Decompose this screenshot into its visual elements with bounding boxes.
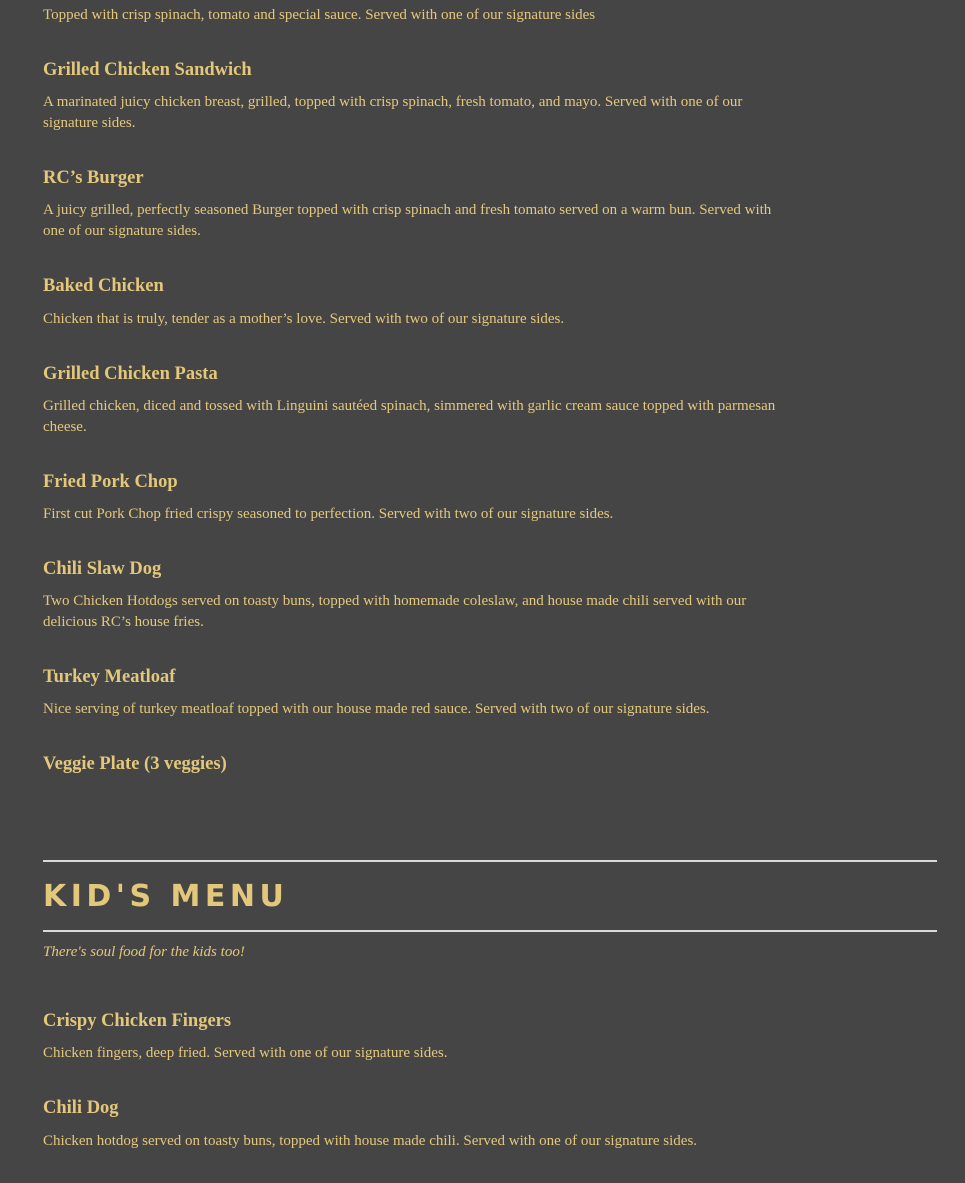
dish-title-grilled-chicken-sandwich: Grilled Chicken Sandwich xyxy=(43,60,252,80)
dish-description-grilled-chicken-sandwich: A marinated juicy chicken breast, grilled, topped with crisp spinach, fresh tomato, and mayo. Served with one of our signature sides. xyxy=(43,94,743,131)
dish-description-baked-chicken: Chicken that is truly, tender as a mother’s love. Served with two of our signature sides. xyxy=(43,311,565,327)
section-subtitle-kids-menu: There's soul food for the kids too! xyxy=(43,944,245,960)
dish-title-chili-dog: Chili Dog xyxy=(43,1098,119,1118)
dish-title-rcs-burger: RC’s Burger xyxy=(43,168,144,188)
dish-description-turkey-meatloaf: Nice serving of turkey meatloaf topped with our house made red sauce. Served with two of our signature sides. xyxy=(43,701,710,717)
dish-title-chili-slaw-dog: Chili Slaw Dog xyxy=(43,559,162,579)
dish-title-veggie-plate: Veggie Plate (3 veggies) xyxy=(43,754,227,774)
section-divider-bottom xyxy=(43,930,937,932)
dish-title-fried-pork-chop: Fried Pork Chop xyxy=(43,472,178,492)
section-title-kids-menu: KID'S MENU xyxy=(43,879,289,914)
intro-description: Topped with crisp spinach, tomato and special sauce. Served with one of our signature sides xyxy=(43,7,596,23)
dish-description-chili-slaw-dog: Two Chicken Hotdogs served on toasty buns, topped with homemade coleslaw, and house made chili served with our delicious RC’s house fries. xyxy=(43,593,747,630)
dish-description-crispy-chicken-fingers: Chicken fingers, deep fried. Served with one of our signature sides. xyxy=(43,1045,448,1061)
dish-title-grilled-chicken-pasta: Grilled Chicken Pasta xyxy=(43,364,218,384)
dish-description-fried-pork-chop: First cut Pork Chop fried crispy seasoned to perfection. Served with two of our signature sides. xyxy=(43,506,614,522)
dish-title-crispy-chicken-fingers: Crispy Chicken Fingers xyxy=(43,1011,232,1031)
dish-description-chili-dog: Chicken hotdog served on toasty buns, topped with house made chili. Served with one of our signature sides. xyxy=(43,1133,698,1149)
section-divider-top xyxy=(43,860,937,862)
dish-title-turkey-meatloaf: Turkey Meatloaf xyxy=(43,667,176,687)
dish-description-rcs-burger: A juicy grilled, perfectly seasoned Burger topped with crisp spinach and fresh tomato served on a warm bun. Served with one of our signature sides. xyxy=(43,202,772,239)
dish-title-baked-chicken: Baked Chicken xyxy=(43,276,164,296)
dish-description-grilled-chicken-pasta: Grilled chicken, diced and tossed with Linguini sautéed spinach, simmered with garlic cream sauce topped with parmesan cheese. xyxy=(43,398,776,435)
